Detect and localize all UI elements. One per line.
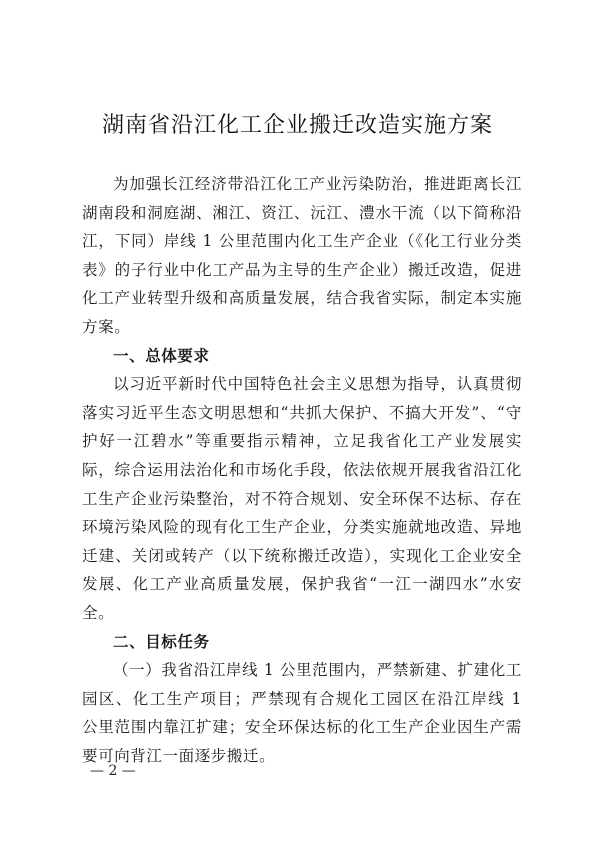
section-heading-targets-tasks: 二、目标任务 xyxy=(113,632,210,651)
document-body xyxy=(82,170,522,770)
document-title: 湖南省沿江化工企业搬迁改造实施方案 xyxy=(101,113,493,138)
general-requirements-paragraph: 以习近平新时代中国特色社会主义思想为指导，认真贯彻落实习近平生态文明思想和“共抓大保护、不搞大开发”、“守护好一江碧水”等重要指示精神，立足我省化工产业发展实际，综合运用法治化和市场化手段，依法依规开展我省沿江化工生产企业污染整治，对不符合规划、安全环保不达标、存在环境污染风险的现有化工生产企业，分类实施就地改造、异地迁建、关闭或转产（以下统称搬迁改造），实现化工企业安全发展、化工产业高质量发展，保护我省“一江一湖四水”水安全。 xyxy=(82,375,522,622)
intro-paragraph: 为加强长江经济带沿江化工产业污染防治，推进距离长江湖南段和洞庭湖、湘江、资江、沅江、澧水干流（以下简称沿江，下同）岸线 1 公里范围内化工生产企业（《化工行业分类表》的子行业中化工产品为主导的生产企业）搬迁改造，促进化工产业转型升级和高质量发展，结合我省实际，制定本实施方案。 xyxy=(82,175,522,336)
targets-tasks-paragraph-1: （一）我省沿江岸线 1 公里范围内，严禁新建、扩建化工园区、化工生产项目；严禁现有合规化工园区在沿江岸线 1 公里范围内靠江扩建；安全环保达标的化工生产企业因生产需要可向背江一面逐步搬迁。 xyxy=(82,661,522,765)
section-heading-general-requirements: 一、总体要求 xyxy=(113,346,210,365)
page-number: — 2 — xyxy=(90,763,136,779)
